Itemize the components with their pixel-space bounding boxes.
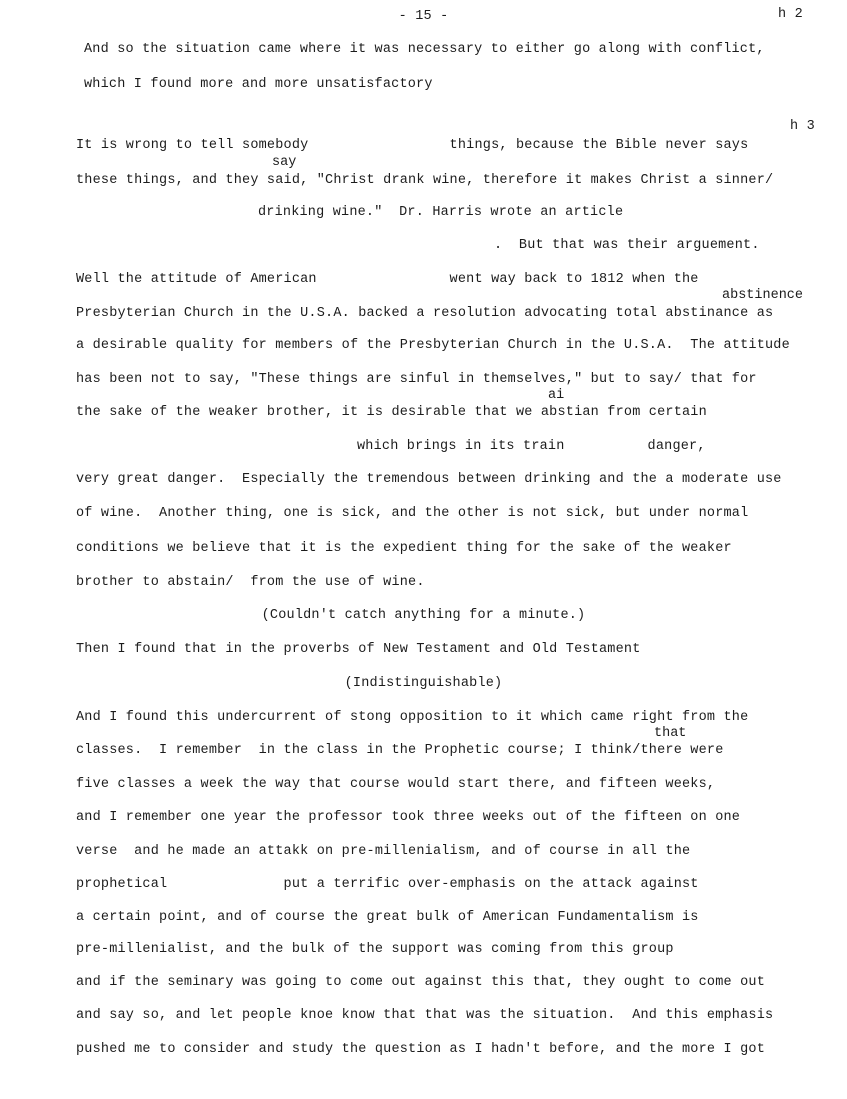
text-line: of wine. Another thing, one is sick, and the other is not sick, but under normal	[76, 506, 749, 521]
text-line: And so the situation came where it was necessary to either go along with conflict,	[84, 42, 765, 57]
text-line: very great danger. Especially the tremendous between drinking and the a moderate use	[76, 472, 782, 487]
text-line: which brings in its train danger,	[357, 439, 706, 454]
text-line: these things, and they said, "Christ drank wine, therefore it makes Christ a sinner/	[76, 173, 774, 188]
page-number: - 15 -	[398, 9, 449, 24]
transcriber-note: (Couldn't catch anything for a minute.)	[261, 608, 586, 623]
text-line: a certain point, and of course the great bulk of American Fundamentalism is	[76, 910, 699, 925]
interlinear-correction: say	[272, 155, 297, 170]
text-line: and if the seminary was going to come out against this that, they ought to come out	[76, 975, 766, 990]
text-line: . But that was their arguement.	[494, 238, 760, 253]
text-line: five classes a week the way that course would start there, and fifteen weeks,	[76, 777, 716, 792]
text-line: and say so, and let people knoe know that that was the situation. And this emphasis	[76, 1008, 774, 1023]
text-line: the sake of the weaker brother, it is desirable that we abstian from certain	[76, 405, 707, 420]
text-line: classes. I remember in the class in the Prophetic course; I think/there were	[76, 743, 724, 758]
text-line: drinking wine." Dr. Harris wrote an article	[258, 205, 624, 220]
text-line: brother to abstain/ from the use of wine.	[76, 575, 425, 590]
text-line: pushed me to consider and study the question as I hadn't before, and the more I got	[76, 1042, 766, 1057]
text-line: prophetical put a terrific over-emphasis on the attack against	[76, 877, 699, 892]
text-line: has been not to say, "These things are sinful in themselves," but to say/ that for	[76, 372, 757, 387]
interlinear-correction: ai	[548, 388, 565, 403]
text-line: a desirable quality for members of the Presbyterian Church in the U.S.A. The attitude	[76, 338, 790, 353]
text-line: Then I found that in the proverbs of New Testament and Old Testament	[76, 642, 641, 657]
margin-marker-h3: h 3	[790, 119, 815, 134]
text-line: pre-millenialist, and the bulk of the support was coming from this group	[76, 942, 674, 957]
margin-marker-h2: h 2	[778, 7, 803, 22]
text-line: It is wrong to tell somebody things, because the Bible never says	[76, 138, 749, 153]
interlinear-correction: that	[654, 726, 687, 741]
text-line: which I found more and more unsatisfactory	[84, 77, 433, 92]
text-line: Presbyterian Church in the U.S.A. backed a resolution advocating total abstinance as	[76, 306, 774, 321]
transcriber-note: (Indistinguishable)	[344, 676, 503, 691]
text-line: And I found this undercurrent of stong opposition to it which came right from the	[76, 710, 749, 725]
text-line: and I remember one year the professor took three weeks out of the fifteen on one	[76, 810, 741, 825]
text-line: Well the attitude of American went way back to 1812 when the	[76, 272, 699, 287]
interlinear-correction: abstinence	[722, 288, 804, 303]
text-line: verse and he made an attakk on pre-millenialism, and of course in all the	[76, 844, 691, 859]
text-line: conditions we believe that it is the expedient thing for the sake of the weaker	[76, 541, 732, 556]
